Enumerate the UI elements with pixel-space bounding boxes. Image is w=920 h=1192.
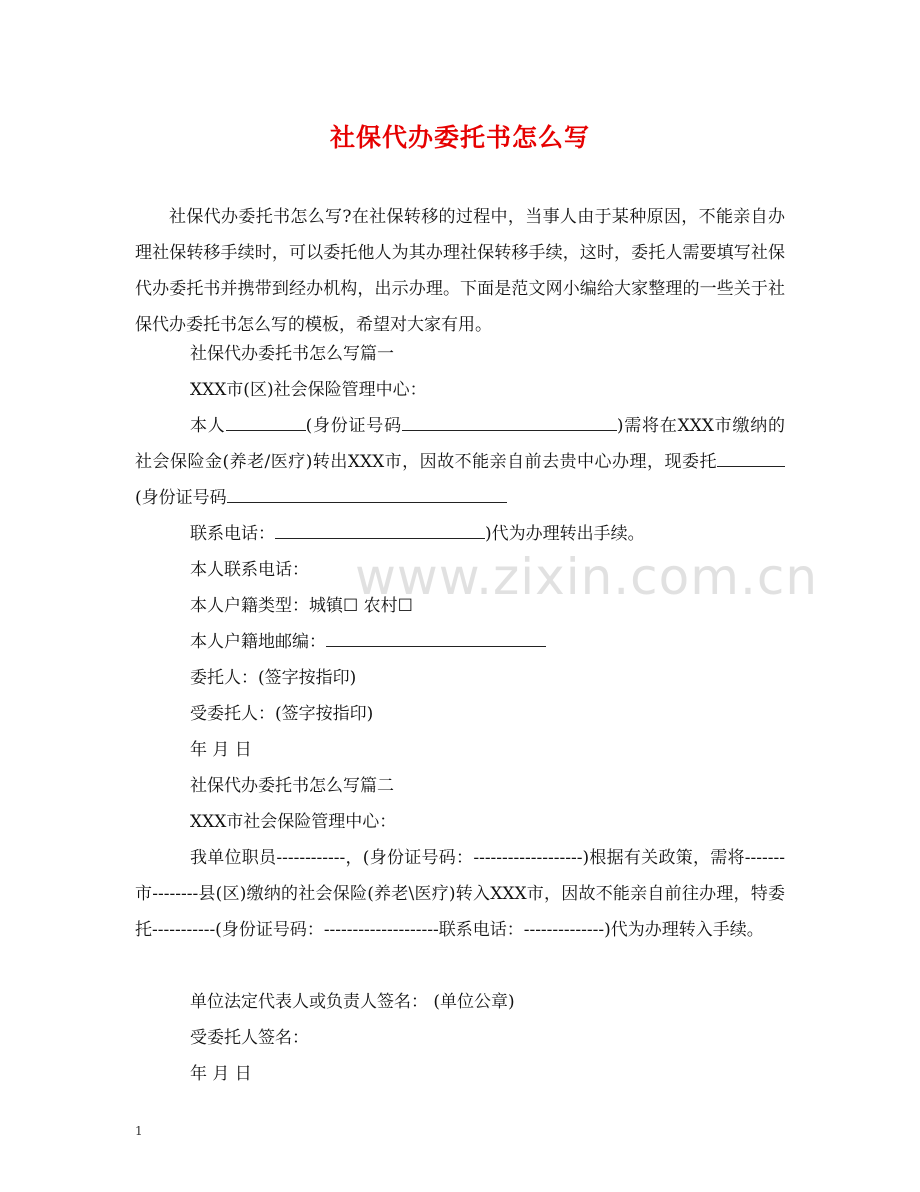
legal-rep-sign-line: 单位法定代表人或负责人签名： (单位公章) (190, 992, 515, 1012)
section1-addressee: XXX市(区)社会保险管理中心： (190, 380, 427, 400)
section2-heading: 社保代办委托书怎么写篇二 (190, 776, 394, 796)
section1-body: 本人 (身份证号码 )需将在XXX市缴纳的社会保险金(养老/医疗)转出XXX市，因故不能亲自前去贵中心办理，现委托(身份证号码 (135, 408, 785, 516)
hukou-zip-line: 本人户籍地邮编： (190, 624, 546, 660)
zip-blank (326, 628, 546, 647)
page-number: 1 (135, 1124, 143, 1138)
own-phone-line: 本人联系电话： (190, 560, 309, 580)
hukou-type-line: 本人户籍类型：城镇☐ 农村☐ (190, 596, 413, 616)
agent-name-blank (717, 448, 785, 467)
agent-id-blank (227, 484, 507, 503)
document-title: 社保代办委托书怎么写 (329, 123, 590, 152)
agent-sign-line: 受委托人：(签字按指印) (190, 704, 374, 724)
principal-sign-line: 委托人：(签字按指印) (190, 668, 357, 688)
watermark: www.zixin.com.cn (355, 548, 819, 606)
section2-addressee: XXX市社会保险管理中心： (190, 812, 397, 832)
section2-date: 年 月 日 (190, 1064, 252, 1084)
phone-line: 联系电话： )代为办理转出手续。 (190, 516, 645, 552)
section2-body: 我单位职员------------，(身份证号码：-------------------)根据有关政策，需将-------市--------县(区)缴纳的社会保险(养老\医疗)转入XXX市，因故不能亲自前往办理，特委托-----------(身份证号码：--------------------联系电话：--------------)代为办理转入手续。 (135, 848, 785, 940)
phone-blank (275, 520, 485, 539)
agent-sign-line-2: 受委托人签名： (190, 1028, 309, 1048)
section1-date: 年 月 日 (190, 740, 252, 760)
id-blank (402, 412, 617, 431)
section1-heading: 社保代办委托书怎么写篇一 (190, 344, 394, 364)
intro-paragraph: 社保代办委托书怎么写?在社保转移的过程中，当事人由于某种原因，不能亲自办理社保转移手续时，可以委托他人为其办理社保转移手续，这时，委托人需要填写社保代办委托书并携带到经办机构，出示办理。下面是范文网小编给大家整理的一些关于社保代办委托书怎么写的模板，希望对大家有用。 (135, 207, 785, 335)
name-blank (226, 412, 306, 431)
